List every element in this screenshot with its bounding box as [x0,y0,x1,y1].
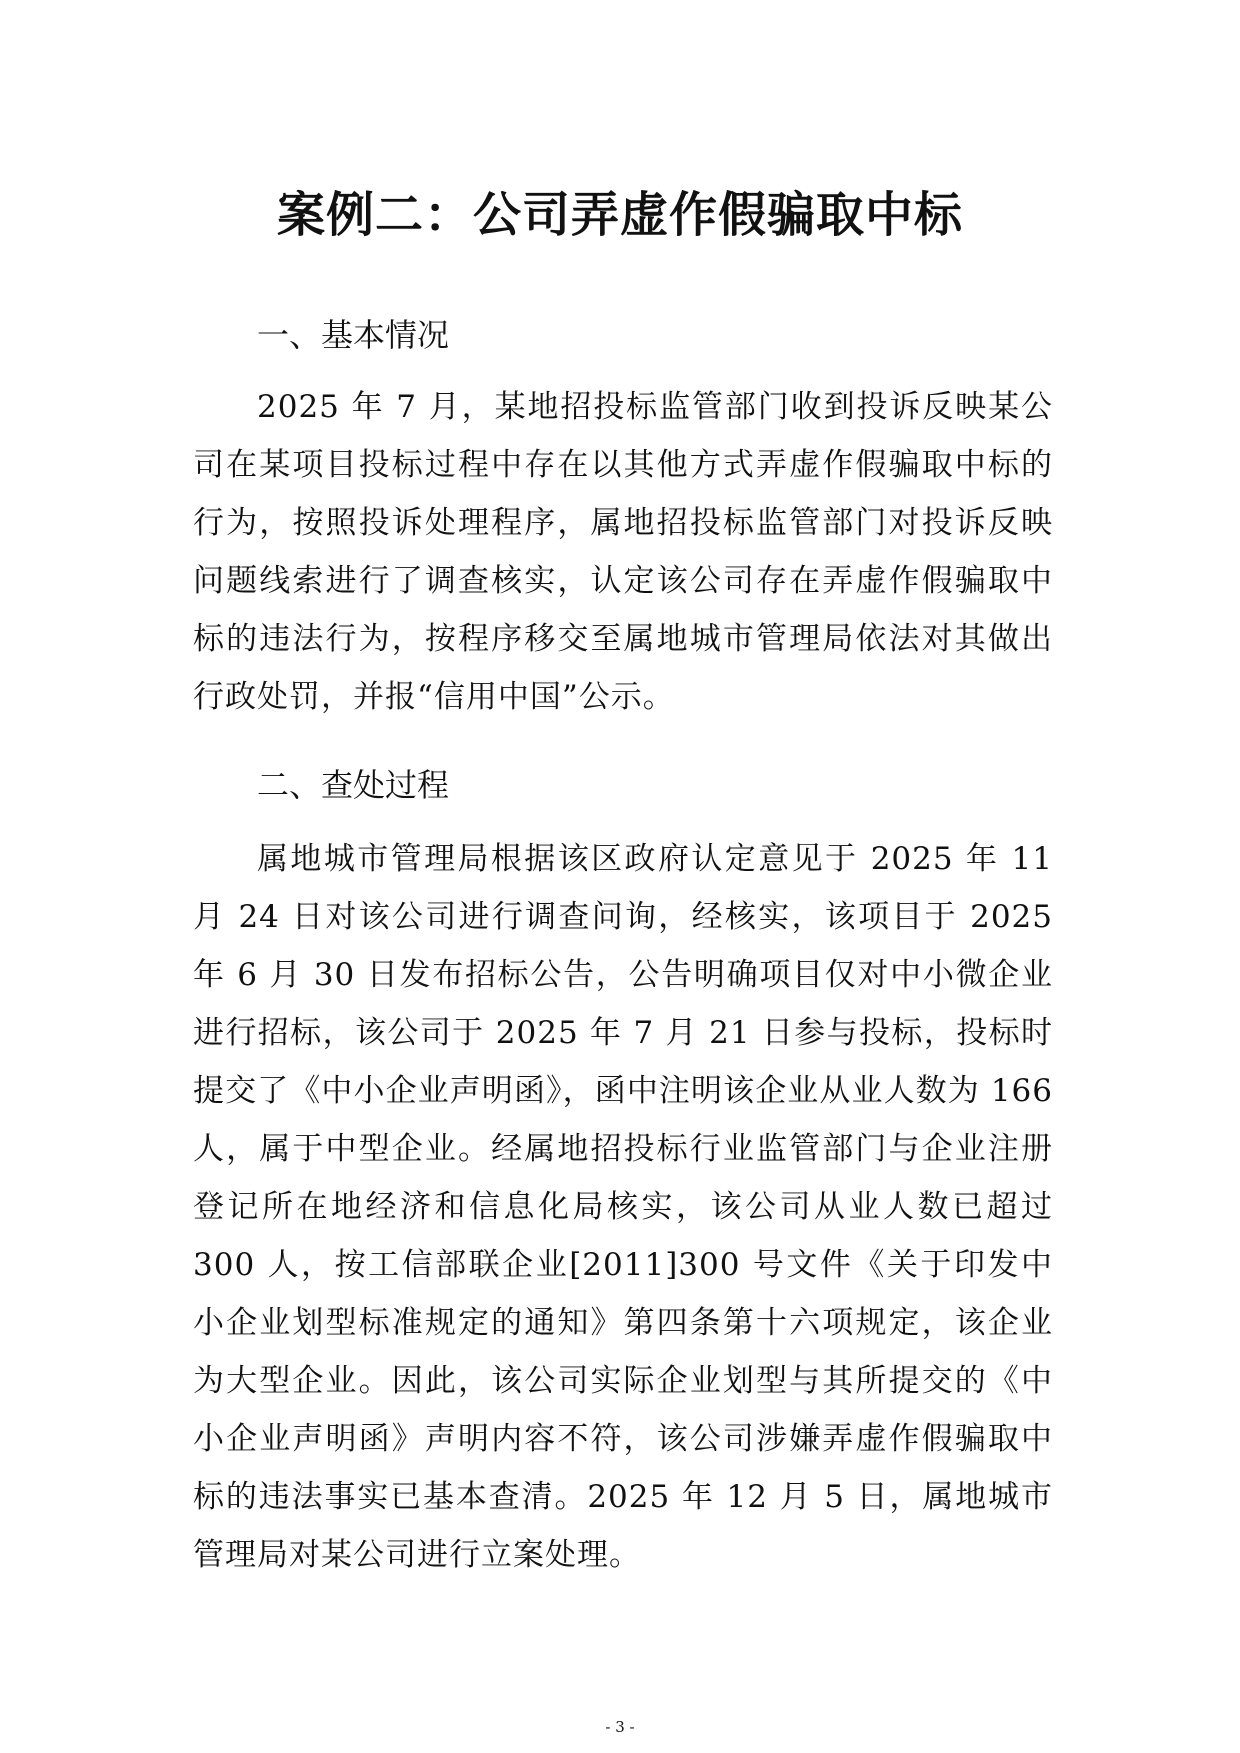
section-paragraph-investigation-process: 属地城市管理局根据该区政府认定意见于 2025 年 11 月 24 日对该公司进行调查问询，经核实，该项目于 2025 年 6 月 30 日发布招标公告，公告明确项目仅对中小微企业进行招标，该公司于 2025 年 7 月 21 日参与投标，投标时提交了《中小企业声明函》，函中注明该企业从业人数为 166 人，属于中型企业。经属地招投标行业监管部门与企业注册登记所在地经济和信息化局核实，该公司从业人数已超过 300 人，按工信部联企业[2011]300 号文件《关于印发中小企业划型标准规定的通知》第四条第十六项规定，该企业为大型企业。因此，该公司实际企业划型与其所提交的《中小企业声明函》声明内容不符，该公司涉嫌弄虚作假骗取中标的违法事实已基本查清。2025 年 12 月 5 日，属地城市管理局对某公司进行立案处理。 [193,841,1053,1573]
section-heading-basic-situation: 一、基本情况 [257,316,450,354]
page-number: - 3 - [605,1718,635,1736]
section-paragraph-basic-situation: 2025 年 7 月，某地招投标监管部门收到投诉反映某公司在某项目投标过程中存在以其他方式弄虚作假骗取中标的行为，按照投诉处理程序，属地招投标监管部门对投诉反映问题线索进行了调查核实，认定该公司存在弄虚作假骗取中标的违法行为，按程序移交至属地城市管理局依法对其做出行政处罚，并报“信用中国”公示。 [193,389,1053,715]
document-title: 案例二：公司弄虚作假骗取中标 [276,187,963,243]
section-heading-investigation-process: 二、查处过程 [257,766,450,804]
